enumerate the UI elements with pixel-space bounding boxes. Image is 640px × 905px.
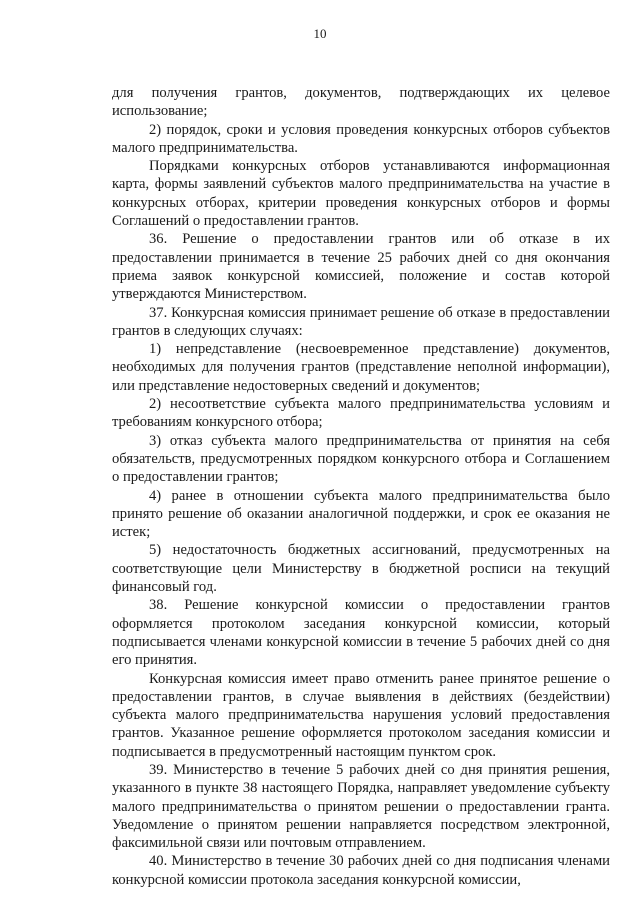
paragraph-38: 38. Решение конкурсной комиссии о предоставлении грантов оформляется протоколом заседания конкурсной комиссии, который подписывается членами конкурсной комиссии в течение 5 рабочих дней со дня его принятия. xyxy=(112,597,610,669)
paragraph-item-2-procedures: 2) порядок, сроки и условия проведения конкурсных отборов субъектов малого предпринимательства. xyxy=(112,121,610,156)
paragraph-40: 40. Министерство в течение 30 рабочих дней со дня подписания членами конкурсной комиссии протокола заседания конкурсной комиссии, xyxy=(112,853,610,888)
document-body xyxy=(112,84,610,889)
paragraph-39: 39. Министерство в течение 5 рабочих дней со дня принятия решения, указанного в пункте 38 настоящего Порядка, направляет уведомление субъекту малого предпринимательства о принятом решении о предоставлении гранта. Уведомление о принятом решении направляется посредством электронной, факсимильной связи или почтовым отправлением. xyxy=(112,761,610,852)
paragraph-38-commission-right: Конкурсная комиссия имеет право отменить ранее принятое решение о предоставлении грантов, в случае выявления в действиях (бездействии) субъекта малого предпринимательства нарушения условий предоставления грантов. Указанное решение оформляется протоколом заседания комиссии и подписывается в предусмотренный настоящим пунктом срок. xyxy=(112,670,610,760)
paragraph-continuation: для получения грантов, документов, подтверждающих их целевое использование; xyxy=(112,85,610,120)
paragraph-procedures-content: Порядками конкурсных отборов устанавливаются информационная карта, формы заявлений субъектов малого предпринимательства на участие в конкурсных отборах, критерии проведения конкурсных отборов и формы Соглашений о предоставлении грантов. xyxy=(112,158,610,230)
paragraph-37-item-3: 3) отказ субъекта малого предпринимательства от принятия на себя обязательств, предусмотренных порядком конкурсного отбора и Соглашением о предоставлении грантов; xyxy=(112,432,610,486)
paragraph-37-item-1: 1) непредставление (несвоевременное представление) документов, необходимых для получения грантов (представление неполной информации), или представление недостоверных сведений и документов; xyxy=(112,341,610,394)
paragraph-37-item-5: 5) недостаточность бюджетных ассигнований, предусмотренных на соответствующие цели Министерству в бюджетной росписи на текущий финансовый год. xyxy=(112,542,610,596)
paragraph-37: 37. Конкурсная комиссия принимает решение об отказе в предоставлении грантов в следующих случаях: xyxy=(112,304,610,339)
page-number: 10 xyxy=(313,26,327,41)
paragraph-37-item-2: 2) несоответствие субъекта малого предпринимательства условиям и требованиям конкурсного отбора; xyxy=(112,396,610,431)
paragraph-37-item-4: 4) ранее в отношении субъекта малого предпринимательства было принято решение об оказании аналогичной поддержки, и срок ее оказания не истек; xyxy=(112,487,610,541)
paragraph-36: 36. Решение о предоставлении грантов или об отказе в их предоставлении принимается в течение 25 рабочих дней со дня окончания приема заявок конкурсной комиссией, положение и состав которой утверждаются Министерством. xyxy=(112,231,610,303)
